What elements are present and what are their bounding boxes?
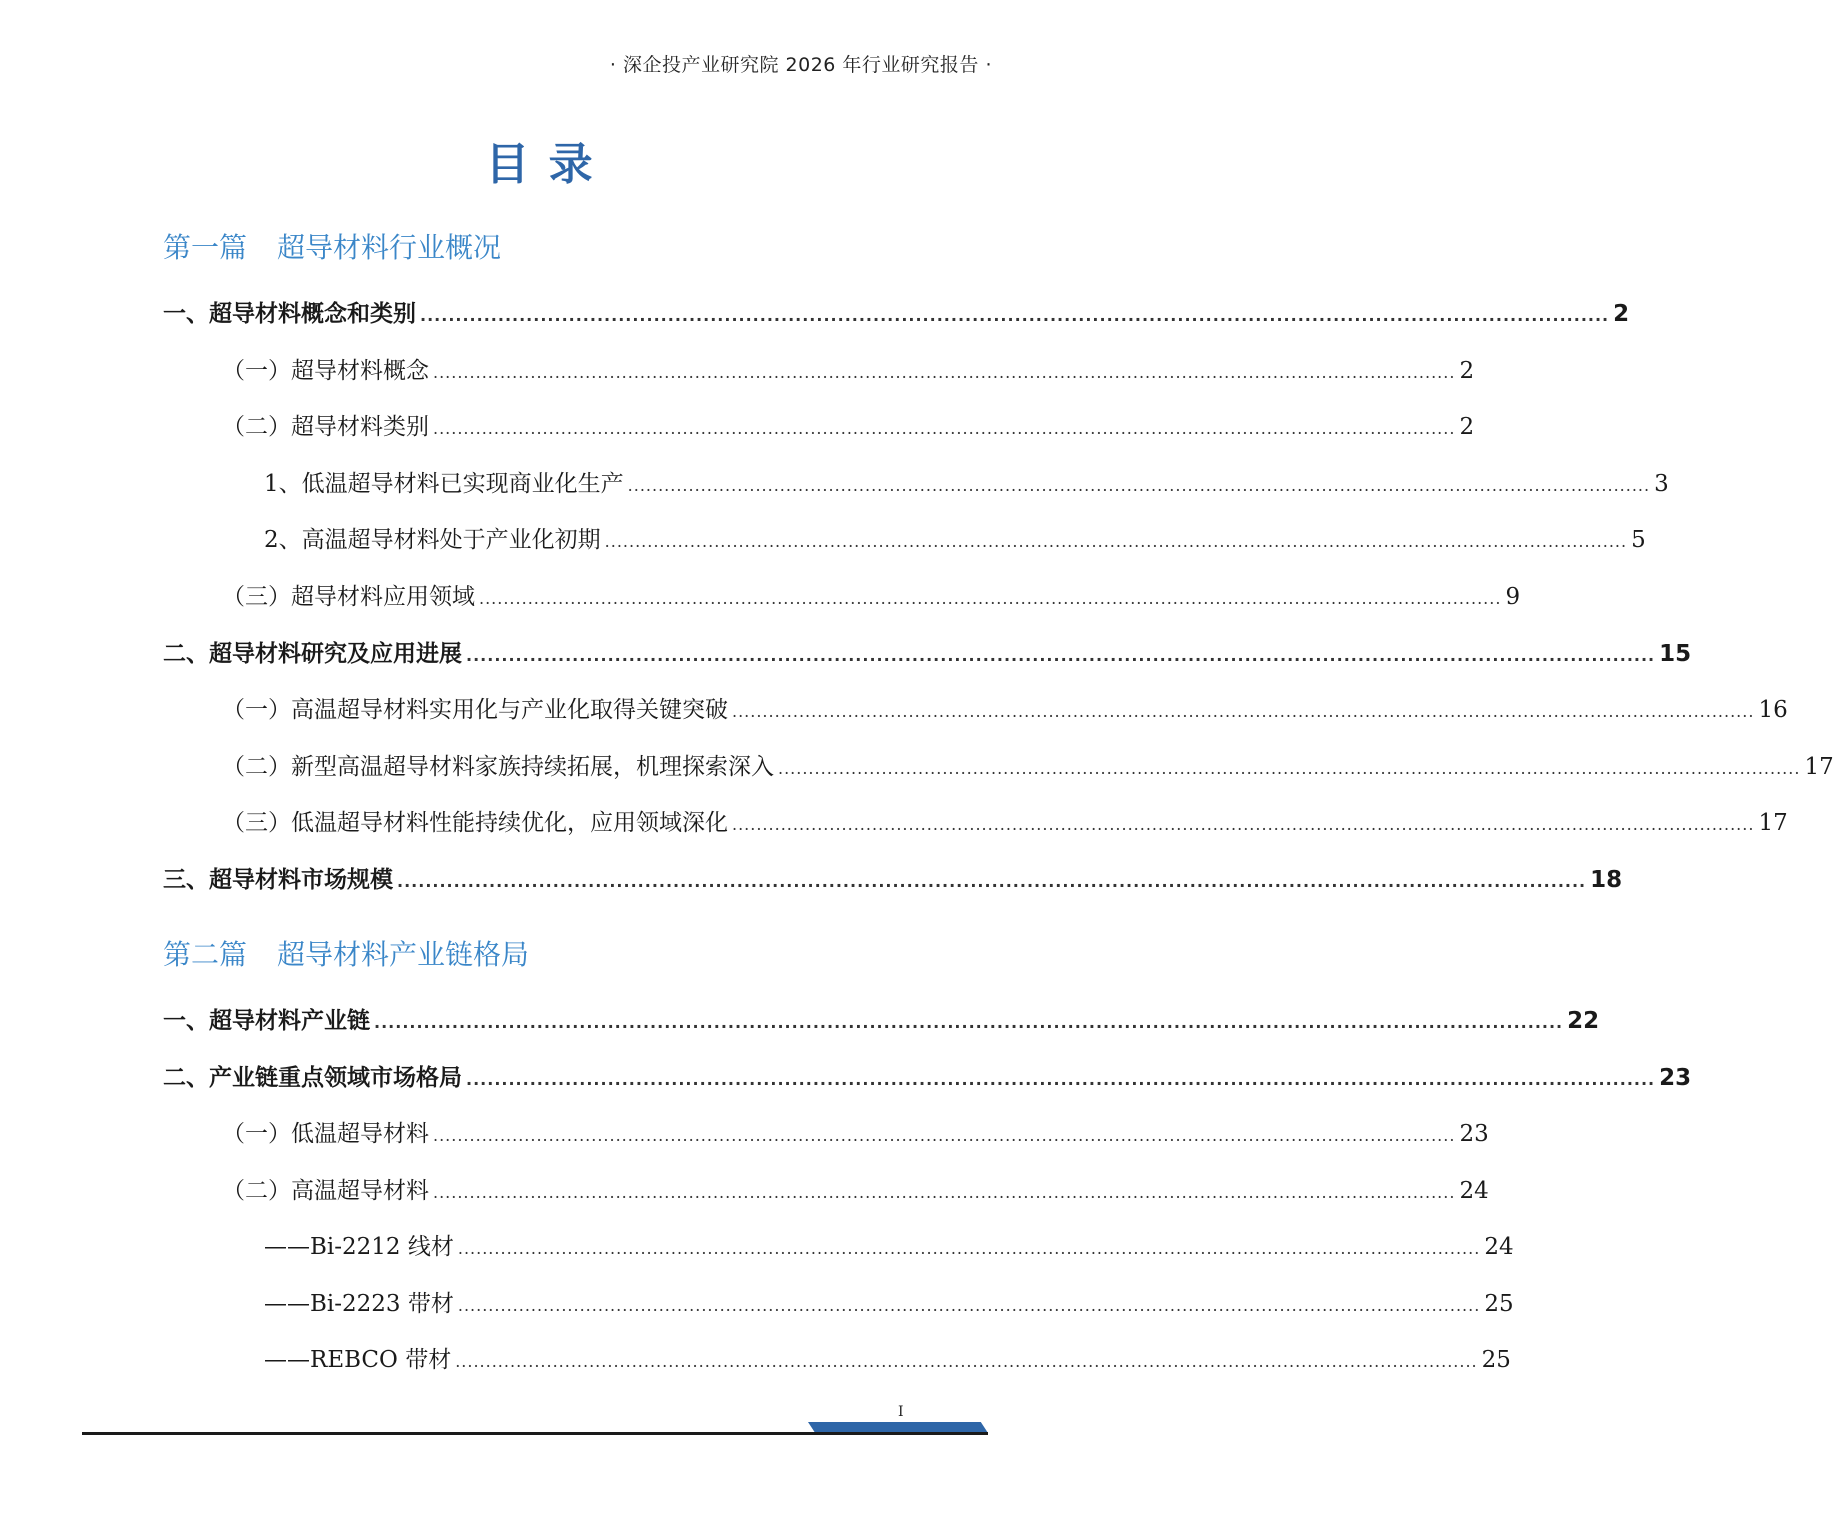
- toc-entry-page: 9: [1505, 584, 1521, 610]
- toc-entry[interactable]: [163, 864, 1623, 896]
- toc-entry-page: 2: [1613, 301, 1630, 327]
- toc-entry[interactable]: [222, 355, 1475, 387]
- toc-entry[interactable]: [222, 411, 1475, 443]
- part-heading-2: [163, 933, 529, 973]
- toc-entry-label: （二）超导材料类别: [222, 414, 429, 440]
- leader-dots: ........................................................................................................................................................................: [732, 702, 1755, 721]
- toc-entry-label: ——REBCO 带材: [264, 1347, 452, 1373]
- leader-dots: ........................................................................................................................................................................: [433, 1183, 1456, 1202]
- toc-entry-page: 3: [1654, 471, 1669, 497]
- leader-dots: ........................................................................................................................................................................: [457, 1239, 1481, 1258]
- part-name: 超导材料产业链格局: [277, 938, 530, 971]
- leader-dots: ........................................................................................................................................................................: [466, 1070, 1656, 1089]
- toc-title: 目 录: [485, 139, 595, 190]
- toc-entry-label: （三）低温超导材料性能持续优化，应用领域深化: [222, 810, 728, 836]
- toc-entry-label: （二）高温超导材料: [222, 1178, 429, 1204]
- toc-entry-page: 16: [1758, 697, 1788, 723]
- toc-entry[interactable]: [264, 1344, 1511, 1376]
- leader-dots: ........................................................................................................................................................................: [479, 589, 1502, 608]
- toc-entry[interactable]: [222, 1175, 1489, 1207]
- toc-entry-label: （三）超导材料应用领域: [222, 584, 475, 610]
- toc-entry-label: 1、低温超导材料已实现商业化生产: [264, 471, 624, 497]
- page-number: I: [898, 1404, 904, 1420]
- toc-entry-page: 22: [1567, 1008, 1600, 1034]
- toc-entry[interactable]: [264, 1231, 1514, 1263]
- toc-entry-label: （一）超导材料概念: [222, 358, 429, 384]
- toc-entry-label: 一、超导材料产业链: [163, 1008, 370, 1034]
- toc-entry-label: ——Bi-2212 线材: [264, 1234, 454, 1260]
- toc-entry-label: 二、产业链重点领域市场格局: [163, 1065, 462, 1091]
- toc-entry[interactable]: [222, 1118, 1489, 1150]
- leader-dots: ........................................................................................................................................................................: [374, 1013, 1564, 1032]
- toc-entry[interactable]: [163, 638, 1692, 670]
- leader-dots: ........................................................................................................................................................................: [457, 1296, 1481, 1315]
- leader-dots: ........................................................................................................................................................................: [433, 1126, 1456, 1145]
- toc-entry-label: ——Bi-2223 带材: [264, 1291, 454, 1317]
- report-header: · 深企投产业研究院 2026 年行业研究报告 ·: [609, 54, 992, 76]
- toc-entry[interactable]: [163, 1005, 1600, 1037]
- toc-entry-label: （一）高温超导材料实用化与产业化取得关键突破: [222, 697, 728, 723]
- toc-entry[interactable]: [163, 1062, 1692, 1094]
- leader-dots: ........................................................................................................................................................................: [455, 1352, 1478, 1371]
- toc-entry-page: 17: [1804, 754, 1834, 780]
- toc-entry-page: 2: [1459, 358, 1475, 384]
- leader-dots: ........................................................................................................................................................................: [433, 363, 1456, 382]
- toc-entry-page: 15: [1659, 641, 1692, 667]
- toc-entry[interactable]: [264, 1288, 1514, 1320]
- toc-entry[interactable]: [222, 694, 1788, 726]
- leader-dots: ........................................................................................................................................................................: [604, 532, 1628, 551]
- toc-entry-label: 三、超导材料市场规模: [163, 867, 393, 893]
- leader-dots: ........................................................................................................................................................................: [627, 476, 1651, 495]
- toc-entry[interactable]: [264, 524, 1646, 556]
- part-heading-1: [163, 226, 501, 266]
- toc-entry-label: （二）新型高温超导材料家族持续拓展，机理探索深入: [222, 754, 774, 780]
- toc-entry-label: （一）低温超导材料: [222, 1121, 429, 1147]
- part-name: 超导材料行业概况: [277, 231, 502, 264]
- toc-entry-page: 18: [1590, 867, 1623, 893]
- toc-entry-page: 23: [1659, 1065, 1692, 1091]
- toc-entry-page: 25: [1481, 1347, 1511, 1373]
- toc-entry[interactable]: [264, 468, 1669, 500]
- leader-dots: ........................................................................................................................................................................: [466, 646, 1656, 665]
- toc-entry-page: 2: [1459, 414, 1475, 440]
- toc-entry[interactable]: [163, 298, 1630, 330]
- toc-entry[interactable]: [222, 581, 1521, 613]
- toc-entry-page: 17: [1758, 810, 1788, 836]
- leader-dots: ........................................................................................................................................................................: [420, 306, 1610, 325]
- toc-entry[interactable]: [222, 807, 1788, 839]
- part-label: 第二篇: [163, 938, 248, 971]
- part-label: 第一篇: [163, 231, 248, 264]
- toc-entry-label: 二、超导材料研究及应用进展: [163, 641, 462, 667]
- toc-entry-label: 2、高温超导材料处于产业化初期: [264, 527, 601, 553]
- leader-dots: ........................................................................................................................................................................: [778, 759, 1801, 778]
- toc-entry-label: 一、超导材料概念和类别: [163, 301, 416, 327]
- toc-entry-page: 24: [1484, 1234, 1514, 1260]
- toc-entry[interactable]: [222, 751, 1834, 783]
- footer-rule: [82, 1432, 988, 1435]
- toc-entry-page: 25: [1484, 1291, 1514, 1317]
- toc-entry-page: 24: [1459, 1178, 1489, 1204]
- leader-dots: ........................................................................................................................................................................: [433, 419, 1456, 438]
- toc-entry-page: 5: [1631, 527, 1646, 553]
- leader-dots: ........................................................................................................................................................................: [397, 872, 1587, 891]
- toc-entry-page: 23: [1459, 1121, 1489, 1147]
- leader-dots: ........................................................................................................................................................................: [732, 815, 1755, 834]
